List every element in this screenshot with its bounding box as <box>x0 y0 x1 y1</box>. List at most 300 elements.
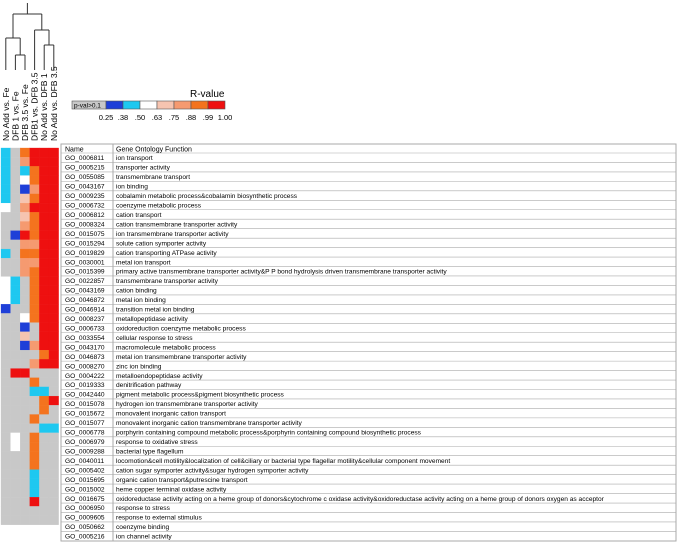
legend-swatch <box>174 101 191 109</box>
legend-tick-label: .38 <box>117 113 129 122</box>
heatmap-cell <box>30 277 40 286</box>
heatmap-cell <box>1 488 11 497</box>
heatmap-cell <box>20 369 30 378</box>
legend-swatch <box>157 101 174 109</box>
heatmap-cell <box>11 295 21 304</box>
table-cell-go-id: GO_0009605 <box>65 514 105 522</box>
table-cell-go-id: GO_0022857 <box>65 278 105 286</box>
heatmap-cell <box>20 148 30 157</box>
heatmap-cell <box>11 249 21 258</box>
heatmap-cell <box>11 497 21 506</box>
table-cell-go-id: GO_0033554 <box>65 334 105 342</box>
header-function: Gene Ontology Function <box>116 146 192 154</box>
heatmap-cell <box>1 258 11 267</box>
heatmap-cell <box>39 267 49 276</box>
heatmap-cell <box>30 433 40 442</box>
table-cell-go-id: GO_0015075 <box>65 230 105 238</box>
heatmap-cell <box>30 249 40 258</box>
heatmap-cell <box>49 277 59 286</box>
table-cell-function: primary active transmembrane transporter activity&P P bond hydrolysis driven transmembrane transporter activity <box>116 268 447 276</box>
heatmap-cell <box>49 267 59 276</box>
heatmap-cell <box>20 203 30 212</box>
table-cell-function: monovalent inorganic cation transmembrane transporter activity <box>116 420 302 428</box>
table-cell-function: cation sugar symporter activity&sugar hydrogen symporter activity <box>116 467 309 475</box>
legend-tick-label: .88 <box>185 113 197 122</box>
table-cell-go-id: GO_0008324 <box>65 221 105 229</box>
heatmap-cell <box>39 258 49 267</box>
heatmap-cell <box>20 488 30 497</box>
heatmap-cell <box>1 378 11 387</box>
heatmap-cell <box>20 350 30 359</box>
heatmap-cell <box>30 424 40 433</box>
table-cell-go-id: GO_0046872 <box>65 297 105 305</box>
legend-swatch <box>123 101 140 109</box>
heatmap-cell <box>39 249 49 258</box>
heatmap-cell <box>49 203 59 212</box>
heatmap-cell <box>39 378 49 387</box>
heatmap-cell <box>1 332 11 341</box>
heatmap-cell <box>30 341 40 350</box>
heatmap-cell <box>11 212 21 221</box>
heatmap-cell <box>11 506 21 515</box>
table-cell-go-id: GO_0006950 <box>65 505 105 513</box>
table-cell-go-id: GO_0043170 <box>65 344 105 352</box>
table-cell-go-id: GO_0006733 <box>65 325 105 333</box>
heatmap-cell <box>20 277 30 286</box>
table-cell-go-id: GO_0009288 <box>65 448 105 456</box>
heatmap-cell <box>20 231 30 240</box>
table-cell-function: locomotion&cell motility&localization of cell&ciliary or bacterial type flagellar motility&cellular component movement <box>116 457 451 465</box>
heatmap-cell <box>39 488 49 497</box>
heatmap-cell <box>20 157 30 166</box>
heatmap-cell <box>39 341 49 350</box>
table-cell-function: macromolecule metabolic process <box>116 344 216 352</box>
heatmap-cell <box>1 304 11 313</box>
table-cell-go-id: GO_0008270 <box>65 363 105 371</box>
heatmap-cell <box>20 506 30 515</box>
heatmap-cell <box>11 231 21 240</box>
table-cell-function: porphyrin containing compound metabolic process&porphyrin containing compound biosynthetic process <box>116 429 421 437</box>
table-cell-function: pigment metabolic process&pigment biosynthetic process <box>116 391 284 399</box>
heatmap-cell <box>30 369 40 378</box>
table-cell-go-id: GO_0006778 <box>65 429 105 437</box>
table-cell-go-id: GO_0043169 <box>65 287 105 295</box>
heatmap-cell <box>49 497 59 506</box>
legend-swatch <box>191 101 208 109</box>
table-cell-go-id: GO_0055085 <box>65 174 105 182</box>
table-cell-function: ion transport <box>116 155 153 163</box>
heatmap-cell <box>39 240 49 249</box>
column-label: No Add vs. DFB 3.5 <box>48 66 59 141</box>
table-cell-function: cation transport <box>116 211 162 219</box>
table-cell-function: metallopeptidase activity <box>116 316 188 324</box>
heatmap-cell <box>11 433 21 442</box>
heatmap-cell <box>30 479 40 488</box>
heatmap-cell <box>39 313 49 322</box>
column-label: No Add vs. DFB 1 <box>39 73 50 141</box>
heatmap-cell <box>49 369 59 378</box>
heatmap-cell <box>39 277 49 286</box>
table-cell-go-id: GO_0019829 <box>65 249 105 257</box>
heatmap-cell <box>1 222 11 231</box>
heatmap-cell <box>39 176 49 185</box>
heatmap-cell <box>1 148 11 157</box>
heatmap-cell <box>30 267 40 276</box>
heatmap-cell <box>49 304 59 313</box>
table-cell-go-id: GO_0040011 <box>65 457 105 465</box>
heatmap-cell <box>20 479 30 488</box>
heatmap-cell <box>11 488 21 497</box>
table-cell-function: cation binding <box>116 287 157 295</box>
heatmap-cell <box>11 304 21 313</box>
table-cell-function: metal ion transmembrane transporter activity <box>116 353 247 361</box>
heatmap-cell <box>30 313 40 322</box>
heatmap-cell <box>39 194 49 203</box>
heatmap-cell <box>30 212 40 221</box>
heatmap-cell <box>1 203 11 212</box>
heatmap-cell <box>30 231 40 240</box>
heatmap-cell <box>11 516 21 525</box>
heatmap-cell <box>49 166 59 175</box>
heatmap-cell <box>11 176 21 185</box>
heatmap-cell <box>30 415 40 424</box>
heatmap-cell <box>20 304 30 313</box>
heatmap-cell <box>11 332 21 341</box>
heatmap-cell <box>20 185 30 194</box>
heatmap-cell <box>11 286 21 295</box>
heatmap-cell <box>49 479 59 488</box>
header-name: Name <box>65 146 84 154</box>
heatmap-cell <box>49 433 59 442</box>
heatmap-cell <box>30 222 40 231</box>
heatmap-cell <box>30 387 40 396</box>
table-cell-go-id: GO_0006812 <box>65 211 105 219</box>
heatmap-cell <box>39 433 49 442</box>
table-cell-go-id: GO_0006811 <box>65 155 105 163</box>
heatmap-cell <box>11 396 21 405</box>
table-cell-go-id: GO_0005215 <box>65 164 105 172</box>
table-cell-go-id: GO_0015078 <box>65 401 105 409</box>
heatmap-cell <box>11 479 21 488</box>
heatmap-cells <box>1 148 59 525</box>
heatmap-cell <box>49 194 59 203</box>
table-cell-function: denitrification pathway <box>116 382 182 390</box>
heatmap-cell <box>39 396 49 405</box>
heatmap-cell <box>11 405 21 414</box>
table-cell-go-id: GO_0046914 <box>65 306 105 314</box>
heatmap-cell <box>30 516 40 525</box>
column-labels <box>1 66 59 141</box>
heatmap-cell <box>11 185 21 194</box>
heatmap-cell <box>11 460 21 469</box>
heatmap-cell <box>39 295 49 304</box>
heatmap-cell <box>39 359 49 368</box>
heatmap-cell <box>1 249 11 258</box>
heatmap-cell <box>20 166 30 175</box>
heatmap-cell <box>49 387 59 396</box>
heatmap-cell <box>1 451 11 460</box>
legend-swatch <box>106 101 123 109</box>
heatmap-cell <box>1 194 11 203</box>
heatmap-cell <box>39 286 49 295</box>
heatmap-cell <box>11 203 21 212</box>
heatmap-cell <box>1 516 11 525</box>
heatmap-cell <box>49 516 59 525</box>
heatmap-cell <box>49 350 59 359</box>
table-cell-go-id: GO_0042440 <box>65 391 105 399</box>
heatmap-cell <box>1 442 11 451</box>
legend-title: R-value <box>190 89 225 100</box>
heatmap-cell <box>20 433 30 442</box>
heatmap-cell <box>20 497 30 506</box>
heatmap-cell <box>49 405 59 414</box>
heatmap-cell <box>11 313 21 322</box>
column-label: No Add vs. Fe <box>0 87 11 141</box>
heatmap-cell <box>49 295 59 304</box>
heatmap-cell <box>39 405 49 414</box>
heatmap-cell <box>30 166 40 175</box>
heatmap-cell <box>49 212 59 221</box>
heatmap-cell <box>49 442 59 451</box>
heatmap-cell <box>20 405 30 414</box>
heatmap-cell <box>20 249 30 258</box>
heatmap-cell <box>1 396 11 405</box>
heatmap-cell <box>20 415 30 424</box>
heatmap-cell <box>1 369 11 378</box>
table-cell-go-id: GO_0004222 <box>65 372 105 380</box>
heatmap-cell <box>20 323 30 332</box>
heatmap-cell <box>20 222 30 231</box>
heatmap-cell <box>11 341 21 350</box>
heatmap-cell <box>39 415 49 424</box>
table-cell-go-id: GO_0005402 <box>65 467 105 475</box>
heatmap-cell <box>30 157 40 166</box>
heatmap-cell <box>1 313 11 322</box>
heatmap-cell <box>20 212 30 221</box>
heatmap-cell <box>39 497 49 506</box>
heatmap-cell <box>20 442 30 451</box>
table-cell-go-id: GO_0015002 <box>65 486 105 494</box>
heatmap-cell <box>11 323 21 332</box>
table-cell-function: transition metal ion binding <box>116 306 195 314</box>
heatmap-cell <box>49 313 59 322</box>
heatmap-cell <box>39 157 49 166</box>
heatmap-cell <box>39 332 49 341</box>
table-cell-function: monovalent inorganic cation transport <box>116 410 226 418</box>
legend-swatch <box>140 101 157 109</box>
legend-tick-label: .75 <box>168 113 180 122</box>
heatmap-cell <box>49 415 59 424</box>
heatmap-cell <box>1 405 11 414</box>
table-cell-function: cation transmembrane transporter activity <box>116 221 238 229</box>
heatmap-cell <box>1 359 11 368</box>
heatmap-cell <box>1 470 11 479</box>
heatmap-cell <box>30 295 40 304</box>
heatmap-cell <box>11 194 21 203</box>
heatmap-cell <box>1 166 11 175</box>
column-dendrogram <box>6 3 54 70</box>
table-cell-go-id: GO_0015077 <box>65 420 105 428</box>
heatmap-cell <box>39 231 49 240</box>
heatmap-cell <box>30 497 40 506</box>
heatmap-cell <box>49 451 59 460</box>
table-cell-function: organic cation transport&putrescine transport <box>116 476 248 484</box>
heatmap-cell <box>1 433 11 442</box>
heatmap-cell <box>1 176 11 185</box>
heatmap-cell <box>20 396 30 405</box>
heatmap-cell <box>11 369 21 378</box>
heatmap-cell <box>49 359 59 368</box>
legend-tick-label: 0.25 <box>98 113 114 122</box>
heatmap-cell <box>20 258 30 267</box>
heatmap-cell <box>30 378 40 387</box>
heatmap-cell <box>20 516 30 525</box>
table-cell-go-id: GO_0015672 <box>65 410 105 418</box>
heatmap-cell <box>1 231 11 240</box>
heatmap-cell <box>49 240 59 249</box>
heatmap-cell <box>39 424 49 433</box>
legend-tick-label: .50 <box>134 113 146 122</box>
column-label: DFB 3.5 vs. Fe <box>20 84 30 141</box>
heatmap-cell <box>11 378 21 387</box>
table-cell-go-id: GO_0046873 <box>65 353 105 361</box>
heatmap-cell <box>1 295 11 304</box>
heatmap-cell <box>39 203 49 212</box>
heatmap-cell <box>1 212 11 221</box>
heatmap-cell <box>30 323 40 332</box>
heatmap-cell <box>11 277 21 286</box>
heatmap-cell <box>20 341 30 350</box>
color-legend <box>72 89 232 122</box>
heatmap-cell <box>39 350 49 359</box>
heatmap-cell <box>39 470 49 479</box>
table-cell-go-id: GO_0050662 <box>65 524 105 532</box>
heatmap-cell <box>1 267 11 276</box>
heatmap-cell <box>20 194 30 203</box>
heatmap-cell <box>30 506 40 515</box>
heatmap-cell <box>30 442 40 451</box>
heatmap-cell <box>11 258 21 267</box>
table-cell-go-id: GO_0005216 <box>65 533 105 541</box>
heatmap-cell <box>49 396 59 405</box>
heatmap-cell <box>11 222 21 231</box>
table-cell-function: transporter activity <box>116 164 170 172</box>
heatmap-cell <box>20 286 30 295</box>
heatmap-cell <box>11 350 21 359</box>
heatmap-cell <box>20 451 30 460</box>
heatmap-cell <box>1 286 11 295</box>
heatmap-cell <box>30 286 40 295</box>
heatmap-cell <box>49 185 59 194</box>
heatmap-cell <box>1 479 11 488</box>
column-label: DFB1 vs. DFB 3.5 <box>29 72 40 141</box>
heatmap-cell <box>11 451 21 460</box>
heatmap-cell <box>1 350 11 359</box>
heatmap-cell <box>11 415 21 424</box>
heatmap-cell <box>39 212 49 221</box>
heatmap-cell <box>39 387 49 396</box>
heatmap-cell <box>11 157 21 166</box>
table-cell-go-id: GO_0009235 <box>65 193 105 201</box>
table-cell-go-id: GO_0015294 <box>65 240 105 248</box>
table-cell-function: response to external stimulus <box>116 514 202 522</box>
heatmap-cell <box>1 415 11 424</box>
heatmap-cell <box>30 396 40 405</box>
heatmap-cell <box>49 506 59 515</box>
heatmap-cell <box>11 424 21 433</box>
table-cell-go-id: GO_0043167 <box>65 183 105 191</box>
heatmap-cell <box>11 387 21 396</box>
heatmap-cell <box>1 185 11 194</box>
table-cell-function: response to stress <box>116 505 170 513</box>
heatmap-cell <box>11 442 21 451</box>
heatmap-cell <box>49 231 59 240</box>
heatmap-cell <box>1 157 11 166</box>
heatmap-cell <box>30 451 40 460</box>
heatmap-cell <box>30 176 40 185</box>
legend-missing-label: p-val>0.1 <box>74 102 101 110</box>
legend-tick-label: 1.00 <box>217 113 233 122</box>
heatmap-cell <box>39 369 49 378</box>
heatmap-cell <box>30 488 40 497</box>
heatmap-cell <box>49 341 59 350</box>
table-cell-function: cobalamin metabolic process&cobalamin biosynthetic process <box>116 193 298 201</box>
heatmap-cell <box>49 258 59 267</box>
table-cell-go-id: GO_0006732 <box>65 202 105 210</box>
legend-swatch <box>208 101 225 109</box>
heatmap-cell <box>39 506 49 515</box>
heatmap-cell <box>30 470 40 479</box>
legend-tick-label: .99 <box>202 113 214 122</box>
heatmap-cell <box>30 350 40 359</box>
heatmap-cell <box>39 166 49 175</box>
heatmap-cell <box>20 424 30 433</box>
heatmap-cell <box>11 267 21 276</box>
heatmap-cell <box>39 460 49 469</box>
heatmap-cell <box>49 286 59 295</box>
table-cell-function: bacterial type flagellum <box>116 448 184 456</box>
heatmap-cell <box>20 313 30 322</box>
heatmap-cell <box>1 387 11 396</box>
table-cell-function: cellular response to stress <box>116 334 193 342</box>
table-cell-go-id: GO_0006979 <box>65 439 105 446</box>
table-cell-function: ion binding <box>116 183 148 191</box>
heatmap-cell <box>20 460 30 469</box>
heatmap-cell <box>49 424 59 433</box>
heatmap-cell <box>30 185 40 194</box>
table-cell-go-id: GO_0019333 <box>65 382 105 390</box>
heatmap-cell <box>30 304 40 313</box>
heatmap-cell <box>49 222 59 231</box>
heatmap-cell <box>20 359 30 368</box>
heatmap-cell <box>39 442 49 451</box>
table-cell-go-id: GO_0030001 <box>65 259 105 267</box>
heatmap-cell <box>11 359 21 368</box>
heatmap-cell <box>1 323 11 332</box>
heatmap-cell <box>20 295 30 304</box>
table-cell-function: transmembrane transporter activity <box>116 278 218 286</box>
heatmap-cell <box>1 277 11 286</box>
heatmap-cell <box>49 157 59 166</box>
heatmap-cell <box>30 148 40 157</box>
heatmap-cell <box>1 497 11 506</box>
heatmap-cell <box>30 405 40 414</box>
heatmap-cell <box>1 424 11 433</box>
heatmap-cell <box>39 148 49 157</box>
table-cell-function: metal ion transport <box>116 259 171 267</box>
heatmap-cell <box>49 332 59 341</box>
table-cell-function: coenzyme binding <box>116 524 170 532</box>
